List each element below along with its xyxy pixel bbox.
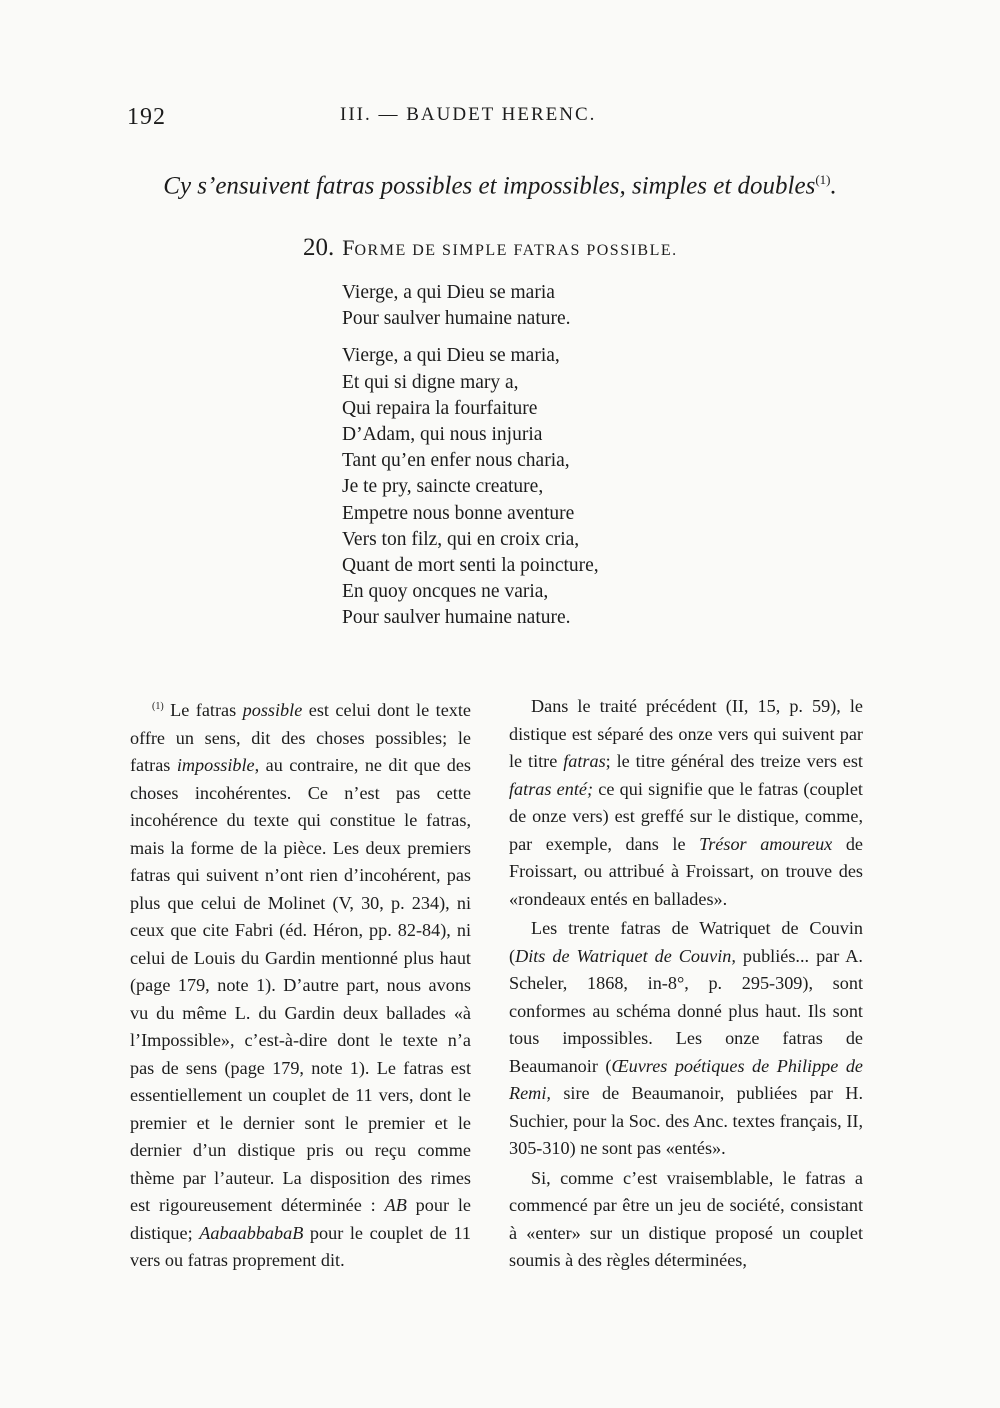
poem-line: Vierge, a qui Dieu se maria, bbox=[342, 345, 560, 367]
footnote-paragraph: Les trente fatras de Watriquet de Couvin (Dits de Watriquet de Couvin, publiés... par A. Scheler, 1868, in-8°, p. 295-309), sont conformes au schéma donné plus haut. Ils sont tous impossibles. Les onze fatras de Beaumanoir (Œuvres poétiques de Philippe de Remi, sire de Beaumanoir, publiées par H. Suchier, pour la Soc. des Anc. textes français, II, 305-310) ne sont pas «entés». bbox=[509, 918, 863, 1158]
stanza-gap bbox=[342, 332, 599, 343]
poem-line: Empetre nous bonne aventure bbox=[342, 502, 575, 524]
poem-line: Je te pry, saincte creature, bbox=[342, 476, 544, 498]
footnote-paragraph: Si, comme c’est vraisemblable, le fatras a commencé par être un jeu de société, consistant à «enter» sur un distique proposé un couplet soumis à des règles déterminées, bbox=[509, 1167, 863, 1270]
poem-line: Qui repaira la fourfaiture bbox=[342, 397, 538, 419]
poem-line: Quant de mort senti la poincture, bbox=[342, 555, 599, 577]
form-heading-text: ORME DE SIMPLE FATRAS POSSIBLE. bbox=[354, 242, 678, 259]
poem-line: D’Adam, qui nous injuria bbox=[342, 424, 543, 446]
section-title: Cy s’ensuivent fatras possibles et impossibles, simples et doubles$^{(1)}$. bbox=[163, 172, 837, 200]
poem-line: Pour saulver humaine nature. bbox=[342, 308, 571, 330]
poem-line: En quoy oncques ne varia, bbox=[342, 581, 549, 603]
section-title-note-mark: (1) bbox=[815, 172, 831, 187]
form-heading bbox=[303, 234, 678, 262]
running-head: III. — BAUDET HERENC. bbox=[340, 104, 597, 125]
footnote-right-column bbox=[509, 693, 863, 1275]
poem-line: Vierge, a qui Dieu se maria bbox=[342, 282, 555, 303]
form-number: 20. bbox=[303, 234, 335, 261]
poem-line: Pour saulver humaine nature. bbox=[342, 607, 571, 629]
poem bbox=[342, 280, 599, 632]
poem-line: Vers ton filz, qui en croix cria, bbox=[342, 528, 580, 550]
form-heading-capital: F bbox=[342, 235, 355, 260]
poem-line: Tant qu’en enfer nous charia, bbox=[342, 450, 570, 472]
footnote-paragraph: Dans le traité précédent (II, 15, p. 59), le distique est séparé des onze vers qui suivent par le titre fatras; le titre général des treize vers est fatras enté; ce qui signifie que le fatras (couplet de onze vers) est greffé sur le distique, comme, par exemple, dans le Trésor amoureux de Froissart, ou attribué à Froissart, on trouve des «rondeaux entés en ballades». bbox=[509, 696, 863, 909]
show-through-decoration bbox=[700, 104, 724, 130]
section-title-text: Cy s’ensuivent fatras possibles et impossibles, simples et doubles bbox=[163, 172, 816, 200]
footnote-left-column bbox=[130, 693, 471, 1275]
page-number: 192 bbox=[127, 104, 166, 130]
footnote-mark: (1) bbox=[152, 701, 164, 712]
footnote-paragraph: $^{(1)}$ Le fatras possible est celui dont le texte offre un sens, dit des choses possibles; le fatras impossible, au contraire, ne dit que des choses incohérentes. Ce n’est pas cette incohérence du texte qui constitue le fatras, mais la forme de la pièce. Les deux premiers fatras qui suivent n’ont rien d’incohérent, pas plus que celui de Molinet (V, 30, p. 234), ni ceux que cite Fabri (éd. Héron, pp. 82-84), ni celui de Louis du Gardin mentionné plus haut (page 179, note 1). D’autre part, nous avons vu du même L. du Gardin deux ballades «à l’Impossible», c’est-à-dire dont le texte n’a pas de sens (page 179, note 1). Le fatras est essentiellement un couplet de 11 vers, dont le premier et le dernier sont le premier et le dernier d’un distique pris ou reçu comme thème par l’auteur. La disposition des rimes est rigoureusement déterminée : AB pour le distique; AabaabbabaB pour le couplet de 11 vers ou fatras proprement dit. bbox=[130, 700, 471, 1271]
poem-line: Et qui si digne mary a, bbox=[342, 371, 519, 393]
